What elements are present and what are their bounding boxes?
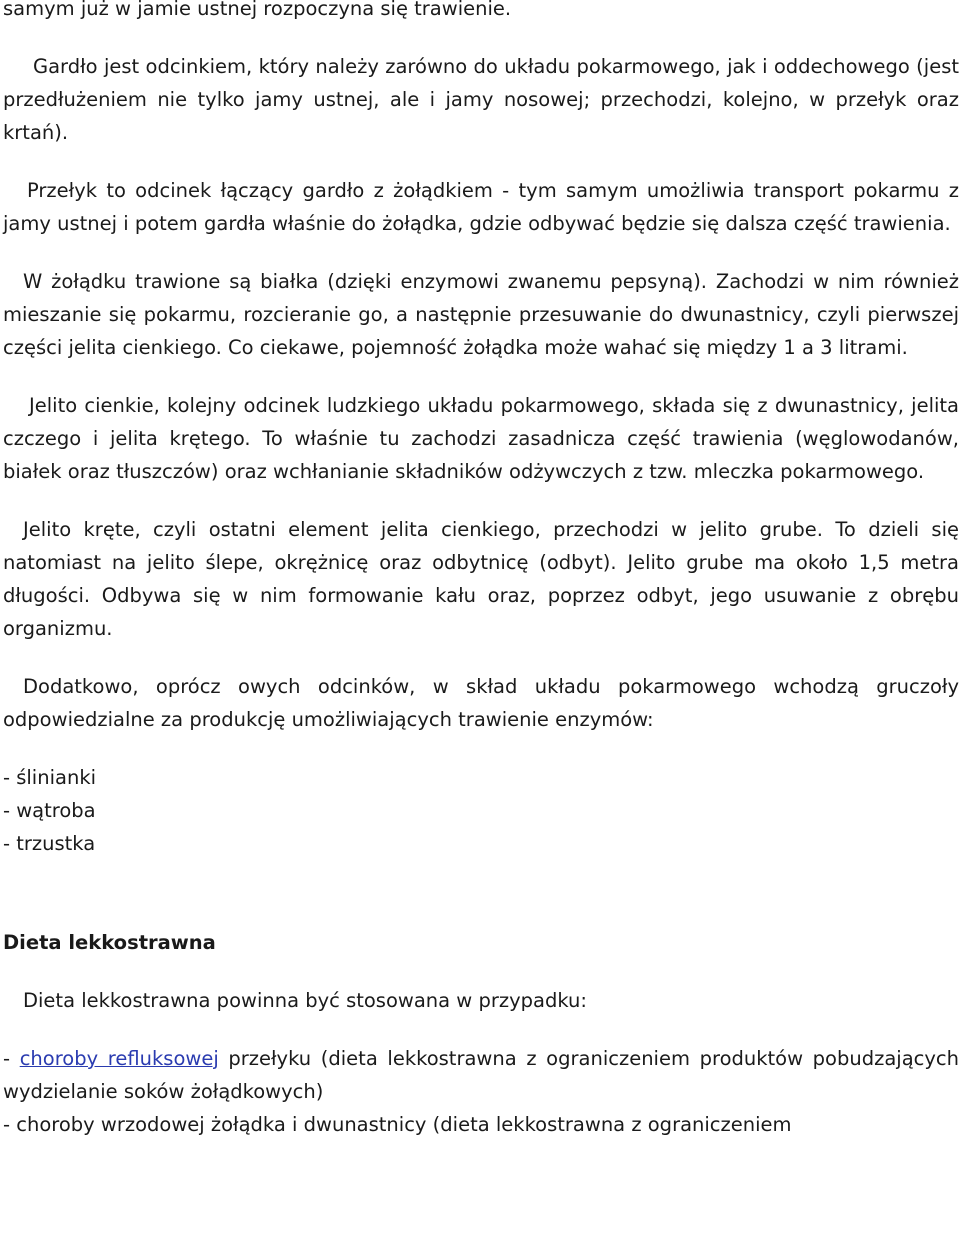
paragraph-throat: Gardło jest odcinkiem, który należy zarówno do układu pokarmowego, jak i oddechowego (jest przedłużeniem nie tylko jamy ustnej, ale i jamy nosowej; przechodzi, kolejno, w przełyk oraz krtań). <box>3 55 959 144</box>
diet-indications-list <box>3 1042 959 1141</box>
paragraph-saliva-digestion: samym już w jamie ustnej rozpoczyna się trawienie. <box>3 0 512 20</box>
section-heading-diet: Dieta lekkostrawna <box>3 931 216 954</box>
section-spacer <box>3 860 959 926</box>
list-item: - wątroba <box>3 799 96 822</box>
list-item: - trzustka <box>3 832 96 855</box>
paragraph-glands-intro: Dodatkowo, oprócz owych odcinków, w skład układu pokarmowego wchodzą gruczoły odpowiedzialne za produkcję umożliwiających trawienie enzymów: <box>3 675 959 731</box>
list-item-text: przełyku (dieta lekkostrawna z ograniczeniem produktów pobudzających wydzielanie soków żołądkowych) <box>3 1047 959 1103</box>
list-item-prefix: - <box>3 1047 20 1070</box>
paragraph-diet-intro: Dieta lekkostrawna powinna być stosowana w przypadku: <box>23 989 587 1012</box>
glands-list <box>3 761 959 860</box>
document-body <box>3 0 959 1141</box>
paragraph-large-intestine: Jelito kręte, czyli ostatni element jelita cienkiego, przechodzi w jelito grube. To dzieli się natomiast na jelito ślepe, okrężnicę oraz odbytnicę (odbyt). Jelito grube ma około 1,5 metra długości. Odbywa się w nim formowanie kału oraz, poprzez odbyt, jego usuwanie z obrębu organizmu. <box>3 518 959 640</box>
list-item-ulcer: - choroby wrzodowej żołądka i dwunastnicy (dieta lekkostrawna z ograniczeniem <box>3 1113 792 1136</box>
list-item-reflux <box>3 1042 959 1108</box>
list-item: - ślinianki <box>3 766 97 789</box>
paragraph-small-intestine: Jelito cienkie, kolejny odcinek ludzkiego układu pokarmowego, składa się z dwunastnicy, jelita czczego i jelita krętego. To właśnie tu zachodzi zasadnicza część trawienia (węglowodanów, białek oraz tłuszczów) oraz wchłanianie składników odżywczych z tzw. mleczka pokarmowego. <box>3 394 959 483</box>
reflux-disease-link[interactable]: choroby refluksowej <box>19 1047 219 1070</box>
paragraph-stomach: W żołądku trawione są białka (dzięki enzymowi zwanemu pepsyną). Zachodzi w nim również mieszanie się pokarmu, rozcieranie go, a następnie przesuwanie do dwunastnicy, czyli pierwszej części jelita cienkiego. Co ciekawe, pojemność żołądka może wahać się między 1 a 3 litrami. <box>3 270 959 359</box>
paragraph-esophagus: Przełyk to odcinek łączący gardło z żołądkiem - tym samym umożliwia transport pokarmu z jamy ustnej i potem gardła właśnie do żołądka, gdzie odbywać będzie się dalsza część trawienia. <box>3 179 959 235</box>
